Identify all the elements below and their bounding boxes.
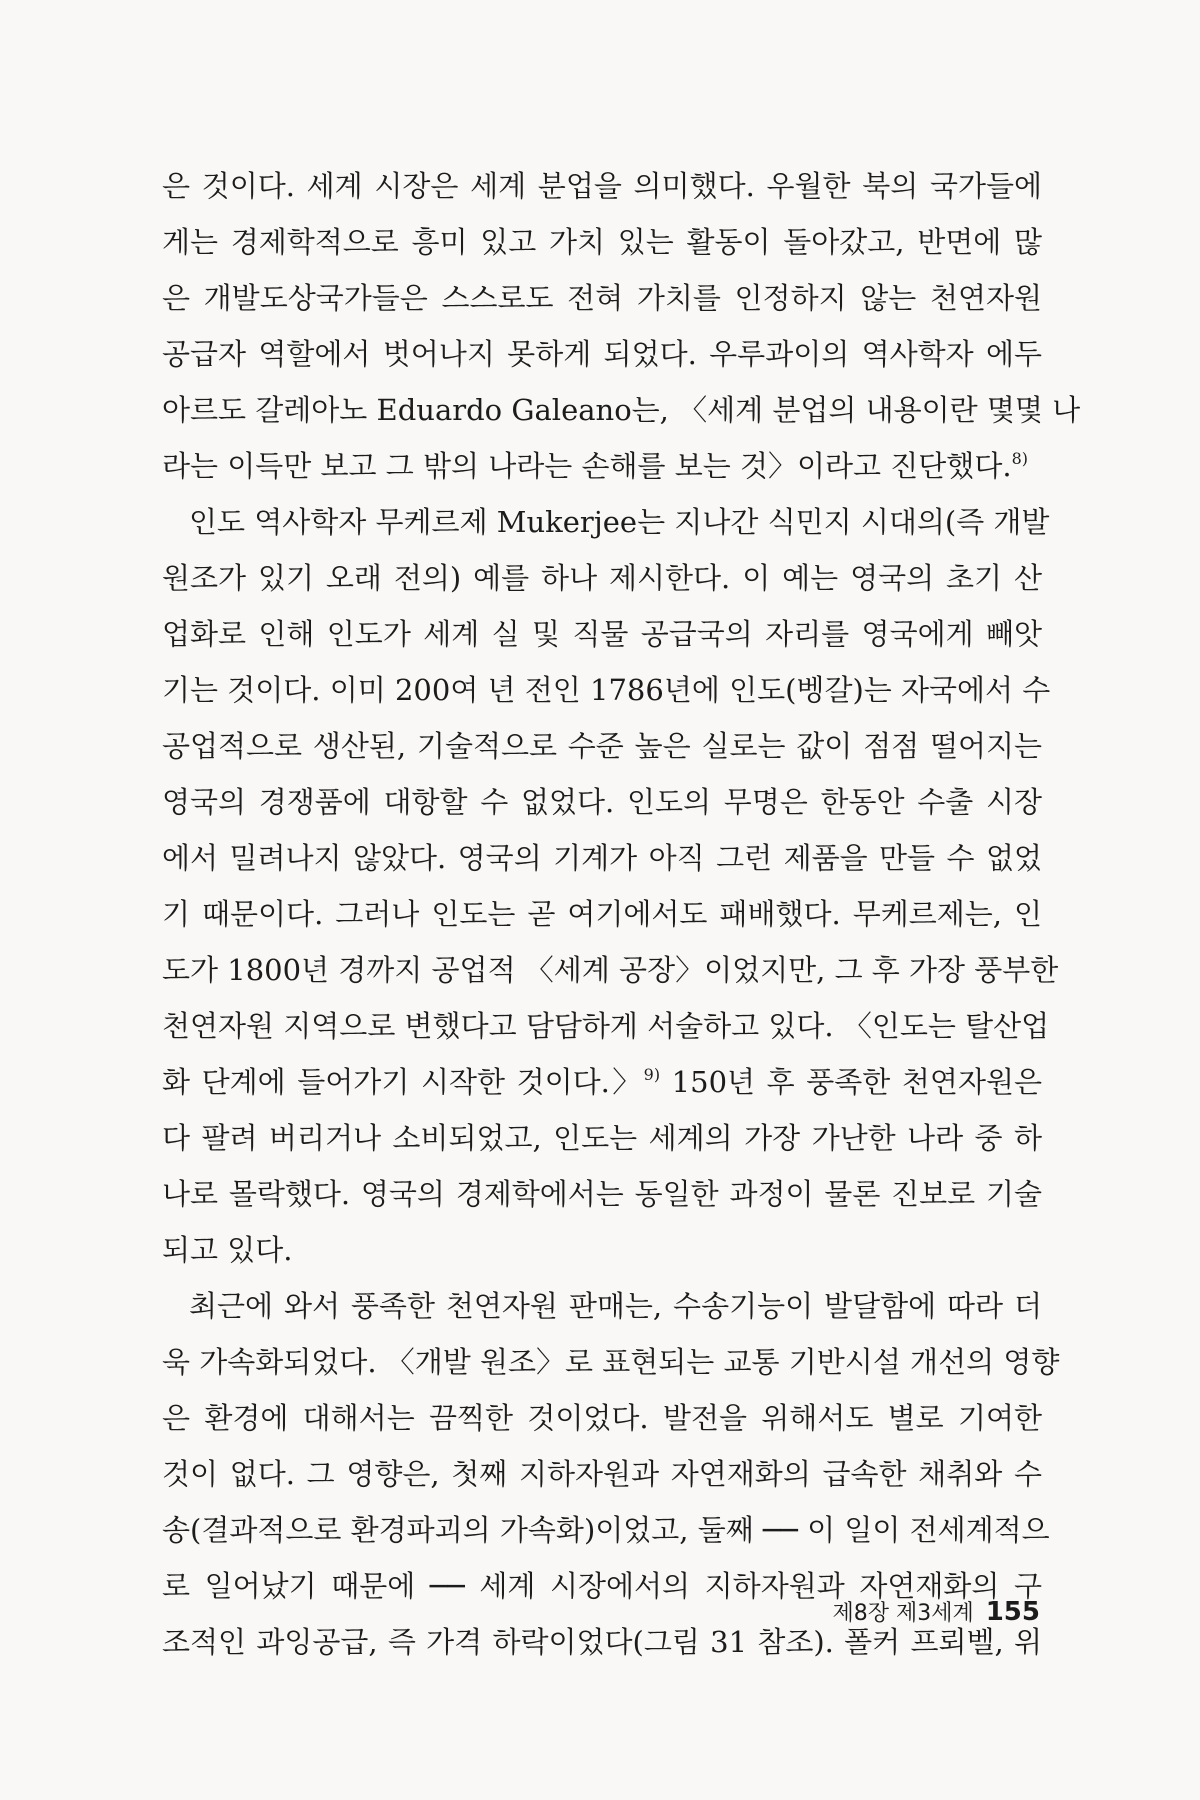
line-text: 최근에 와서 풍족한 천연자원 판매는, 수송기능이 발달함에 따라 더	[189, 1289, 1042, 1323]
line-text: 다 팔려 버리거나 소비되었고, 인도는 세계의 가장 가난한 나라 중 하	[162, 1121, 1042, 1155]
line-text: 공업적으로 생산된, 기술적으로 수준 높은 실로는 값이 점점 떨어지는	[162, 729, 1042, 763]
line-text: 에서 밀려나지 않았다. 영국의 기계가 아직 그런 제품을 만들 수 없었	[162, 841, 1042, 875]
footnote-ref: 8)	[1011, 449, 1028, 468]
text-line	[162, 1334, 1060, 1390]
line-text: 기는 것이다. 이미 200여 년 전인 1786년에 인도(벵갈)는 자국에서 수	[162, 673, 1051, 707]
text-line	[162, 1278, 1042, 1334]
text-line	[162, 886, 1042, 942]
line-text-continued: 150년 후 풍족한 천연자원은	[660, 1065, 1042, 1099]
line-text: 아르도 갈레아노 Eduardo Galeano는, 〈세계 분업의 내용이란 몇몇 나	[162, 393, 1081, 427]
line-text: 라는 이득만 보고 그 밖의 나라는 손해를 보는 것〉이라고 진단했다.	[162, 449, 1012, 483]
text-line	[162, 662, 1051, 718]
text-line	[162, 606, 1042, 662]
line-text: 조적인 과잉공급, 즉 가격 하락이었다(그림 31 참조). 폴커 프뢰벨, 위	[162, 1625, 1042, 1659]
line-text: 은 환경에 대해서는 끔찍한 것이었다. 발전을 위해서도 별로 기여한	[162, 1401, 1042, 1435]
line-text: 은 개발도상국가들은 스스로도 전혀 가치를 인정하지 않는 천연자원	[162, 281, 1042, 315]
line-text: 인도 역사학자 무케르제 Mukerjee는 지나간 식민지 시대의(즉 개발	[189, 505, 1050, 539]
line-text: 영국의 경쟁품에 대항할 수 없었다. 인도의 무명은 한동안 수출 시장	[162, 785, 1042, 819]
text-line	[162, 438, 1042, 494]
running-footer-chapter: 제8장 제3세계	[832, 1601, 974, 1626]
line-text: 것이 없다. 그 영향은, 첫째 지하자원과 자연재화의 급속한 채취와 수	[162, 1457, 1042, 1491]
line-text: 업화로 인해 인도가 세계 실 및 직물 공급국의 자리를 영국에게 빼앗	[162, 617, 1042, 651]
text-line	[162, 1390, 1042, 1446]
text-line	[162, 1502, 1050, 1558]
line-text: 천연자원 지역으로 변했다고 담담하게 서술하고 있다. 〈인도는 탈산업	[162, 1009, 1050, 1043]
line-text: 게는 경제학적으로 흥미 있고 가치 있는 활동이 돌아갔고, 반면에 많	[162, 225, 1042, 259]
line-text: 로 일어났기 때문에 ── 세계 시장에서의 지하자원과 자연재화의 구	[162, 1569, 1042, 1603]
text-line	[162, 718, 1042, 774]
text-line	[162, 270, 1042, 326]
line-text: 도가 1800년 경까지 공업적 〈세계 공장〉이었지만, 그 후 가장 풍부한	[162, 953, 1059, 987]
text-line	[162, 214, 1042, 270]
text-line	[162, 550, 1042, 606]
text-line	[162, 1166, 1042, 1222]
text-line	[162, 1446, 1042, 1502]
body-text	[162, 158, 1081, 1670]
page-footer	[832, 1596, 1040, 1627]
line-text: 되고 있다.	[162, 1233, 293, 1267]
line-text: 원조가 있기 오래 전의) 예를 하나 제시한다. 이 예는 영국의 초기 산	[162, 561, 1042, 595]
page-number: 155	[985, 1597, 1040, 1627]
text-line	[162, 382, 1081, 438]
line-text: 화 단계에 들어가기 시작한 것이다.〉	[162, 1065, 644, 1099]
text-line	[162, 1054, 1042, 1110]
line-text: 공급자 역할에서 벗어나지 못하게 되었다. 우루과이의 역사학자 에두	[162, 337, 1042, 371]
line-text: 송(결과적으로 환경파괴의 가속화)이었고, 둘째 ── 이 일이 전세계적으	[162, 1513, 1050, 1547]
text-line	[162, 998, 1050, 1054]
line-text: 기 때문이다. 그러나 인도는 곧 여기에서도 패배했다. 무케르제는, 인	[162, 897, 1042, 931]
text-line	[162, 942, 1059, 998]
text-line	[162, 830, 1042, 886]
text-line	[162, 158, 1042, 214]
text-line	[162, 1110, 1042, 1166]
text-line	[162, 494, 1050, 550]
text-line	[162, 774, 1042, 830]
text-line	[162, 326, 1042, 382]
text-line	[162, 1222, 1042, 1278]
line-text: 나로 몰락했다. 영국의 경제학에서는 동일한 과정이 물론 진보로 기술	[162, 1177, 1042, 1211]
line-text: 욱 가속화되었다. 〈개발 원조〉로 표현되는 교통 기반시설 개선의 영향	[162, 1345, 1060, 1379]
footnote-ref: 9)	[643, 1065, 661, 1084]
line-text: 은 것이다. 세계 시장은 세계 분업을 의미했다. 우월한 북의 국가들에	[162, 169, 1042, 203]
